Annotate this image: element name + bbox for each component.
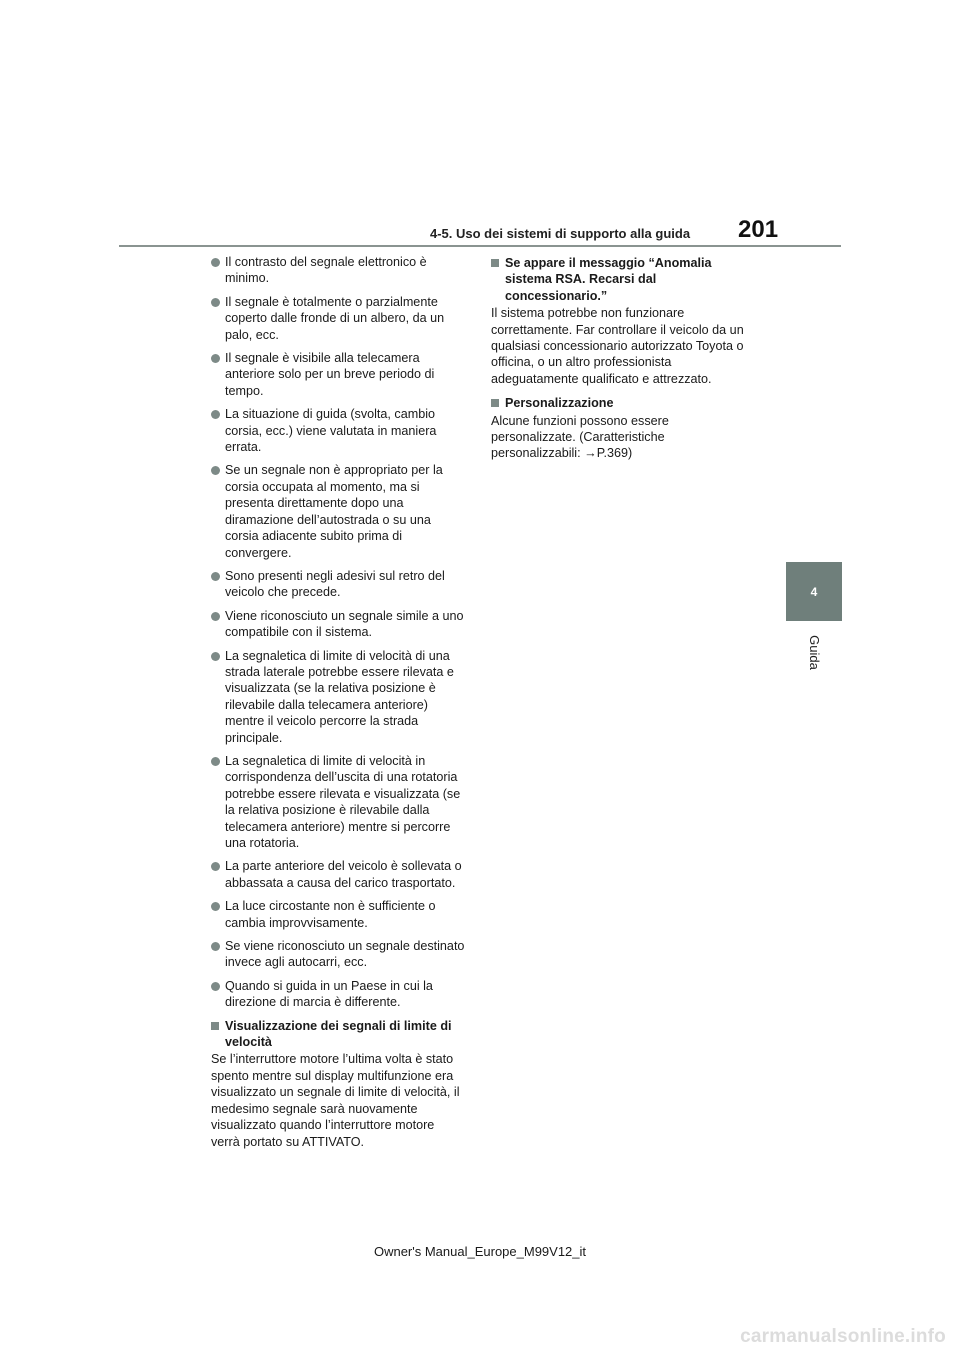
list-item-text: La segnaletica di limite di velocità di una strada laterale potrebbe essere rilevata e visualizzata (se la relativa posizione è rilevabile dalla telecamera anteriore) mentre il veicolo percorre la strada principale.: [225, 648, 454, 745]
chapter-label: Guida: [806, 634, 822, 670]
bullet-dot-icon: [211, 298, 220, 307]
list-item-text: Il segnale è totalmente o parzialmente coperto dalle fronde di un albero, da un palo, ecc.: [225, 294, 445, 342]
list-item: [211, 294, 465, 343]
bullet-dot-icon: [211, 902, 220, 911]
list-item-text: Sono presenti negli adesivi sul retro del veicolo che precede.: [225, 568, 445, 600]
header-divider: [119, 245, 841, 247]
left-column: [211, 254, 465, 1158]
list-item: [211, 608, 465, 641]
section-heading-text: Visualizzazione dei segnali di limite di velocità: [225, 1018, 452, 1050]
list-item-text: Quando si guida in un Paese in cui la direzione di marcia è differente.: [225, 978, 433, 1010]
footer-manual-id: Owner's Manual_Europe_M99V12_it: [373, 1244, 587, 1259]
list-item-text: La situazione di guida (svolta, cambio corsia, ecc.) viene valutata in maniera errata.: [225, 407, 437, 455]
list-item: [211, 350, 465, 399]
speed-limit-display-body: Se l’interruttore motore l’ultima volta è stato spento mentre sul display multifunzione era visualizzato un segnale di limite di velocità, il medesimo segnale sarà nuovamente visualizzato quando l’interruttore motore verrà portato su ATTIVATO.: [211, 1052, 460, 1149]
bullet-dot-icon: [211, 258, 220, 267]
list-item-text: Il contrasto del segnale elettronico è minimo.: [225, 255, 427, 286]
section-square-icon: [211, 1022, 219, 1030]
list-item-text: La segnaletica di limite di velocità in corrispondenza dell’uscita di una rotatoria potrebbe essere rilevata e visualizzata (se la relativa posizione è rilevabile dalla telecamera anteriore) mentre si percorre una rotatoria.: [225, 753, 461, 850]
bullet-dot-icon: [211, 942, 220, 951]
section-heading-text: Se appare il messaggio “Anomalia sistema RSA. Recarsi dal concessionario.”: [505, 256, 712, 303]
bullet-dot-icon: [211, 466, 220, 475]
list-item-text: La luce circostante non è sufficiente o cambia improvvisamente.: [225, 899, 436, 930]
bullet-dot-icon: [211, 652, 220, 661]
section-square-icon: [491, 259, 499, 267]
bullet-dot-icon: [211, 572, 220, 581]
list-item: [211, 648, 465, 746]
speed-limit-display-heading: [211, 1018, 465, 1051]
list-item: [211, 406, 465, 455]
chapter-label-container: [786, 622, 842, 682]
list-item: [211, 753, 465, 851]
right-column: [491, 254, 745, 470]
list-item: [211, 858, 465, 891]
bullet-dot-icon: [211, 862, 220, 871]
list-item: [211, 938, 465, 971]
chapter-tab: [786, 562, 842, 621]
list-item: [211, 254, 465, 287]
page-number: 201: [738, 216, 779, 243]
list-item: [211, 462, 465, 560]
watermark: carmanualsonline.info: [740, 1326, 946, 1347]
list-item-text: La parte anteriore del veicolo è sollevata o abbassata a causa del carico trasportato.: [225, 859, 462, 890]
list-item-text: Viene riconosciuto un segnale simile a uno compatibile con il sistema.: [225, 608, 464, 640]
list-item-text: Se un segnale non è appropriato per la corsia occupata al momento, ma si presenta direttamente dopo una diramazione dell’autostrada o su una corsia adiacente subito prima di convergere.: [225, 463, 443, 560]
condition-bullet-list: [211, 254, 465, 1011]
list-item: [211, 978, 465, 1011]
list-item: [211, 898, 465, 931]
bullet-dot-icon: [211, 612, 220, 621]
list-item-text: Il segnale è visibile alla telecamera anteriore solo per un breve periodo di tempo.: [225, 351, 435, 398]
bullet-dot-icon: [211, 354, 220, 363]
chapter-number: 4: [810, 584, 818, 599]
bullet-dot-icon: [211, 410, 220, 419]
rsa-malfunction-heading: [491, 255, 745, 304]
bullet-dot-icon: [211, 757, 220, 766]
section-square-icon: [491, 399, 499, 407]
list-item: [211, 568, 465, 601]
customization-body: Alcune funzioni possono essere personalizzate. (Caratteristiche personalizzabili: →P.369): [491, 413, 669, 461]
list-item-text: Se viene riconosciuto un segnale destinato invece agli autocarri, ecc.: [225, 939, 465, 970]
bullet-dot-icon: [211, 982, 220, 991]
customization-heading: [491, 395, 745, 411]
section-heading-text: Personalizzazione: [505, 396, 614, 411]
section-title: 4-5. Uso dei sistemi di supporto alla guida: [430, 226, 691, 241]
rsa-malfunction-body: Il sistema potrebbe non funzionare correttamente. Far controllare il veicolo da un qualsiasi concessionario autorizzato Toyota o officina, o un altro professionista adeguatamente qualificato e attrezzato.: [491, 306, 744, 386]
